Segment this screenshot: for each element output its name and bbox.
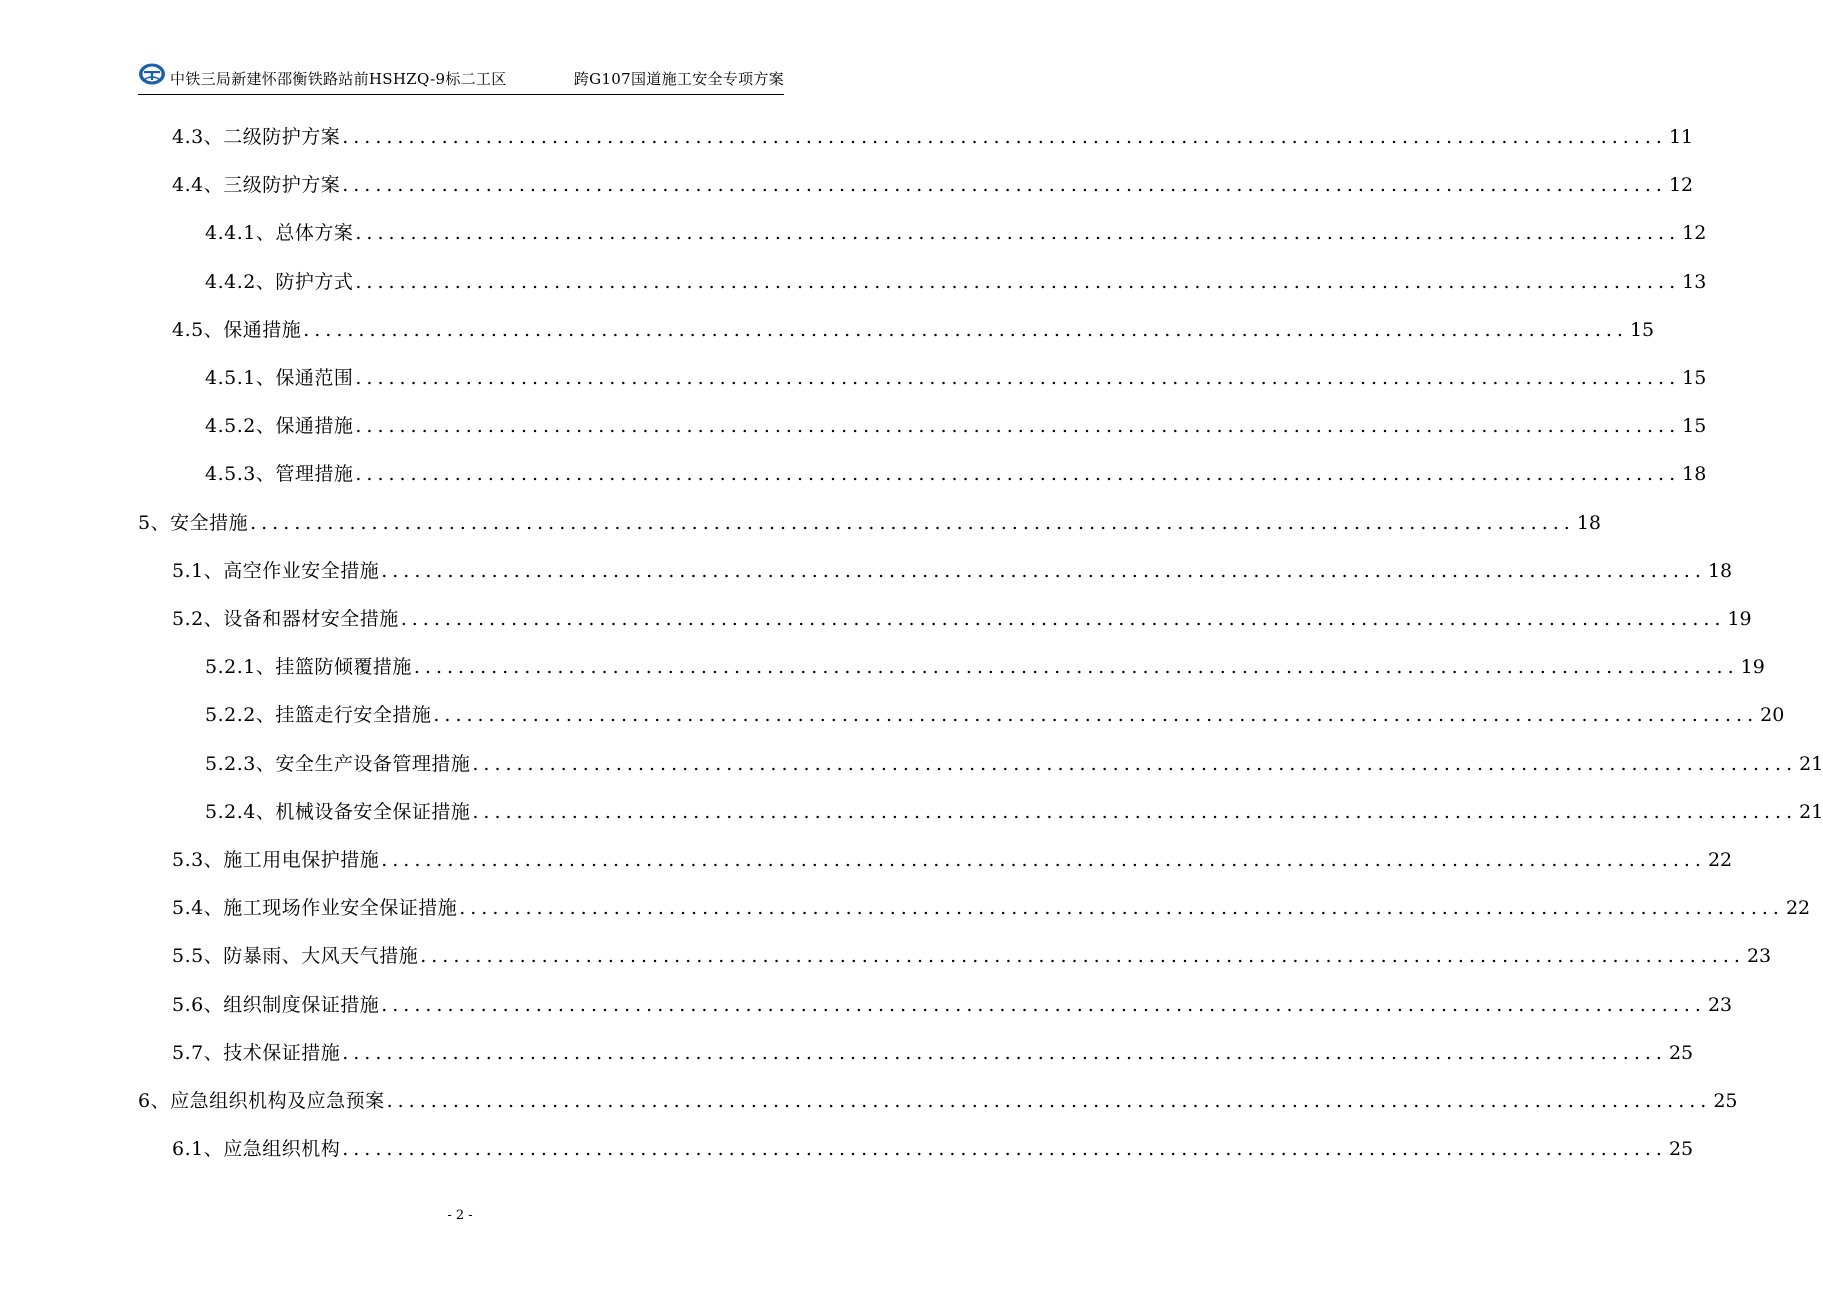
toc-entry-page: 25 [1668,1041,1694,1064]
toc-entry-label: 5.5、防暴雨、大风天气措施 [172,945,419,968]
toc-dot-leader: ........................................................................................................................ [355,415,1681,438]
toc-dot-leader: ........................................................................................................................ [381,993,1706,1016]
header-document-title: 跨G107国道施工安全专项方案 [573,70,784,88]
toc-entry-page: 23 [1746,945,1772,968]
toc-entry-label: 4.4、三级防护方案 [172,174,341,197]
toc-dot-leader: ........................................................................................................................ [303,318,1628,341]
toc-entry-label: 4.5.1、保通范围 [205,367,354,389]
toc-entry[interactable] [205,267,1707,297]
toc-entry[interactable] [205,218,1707,248]
toc-entry-label: 5.4、施工现场作业安全保证措施 [172,897,458,920]
page-header [138,60,784,95]
toc-dot-leader: ........................................................................................................................ [342,1041,1667,1064]
toc-entry-label: 6.1、应急组织机构 [172,1138,341,1161]
toc-dot-leader: ........................................................................................................................ [472,800,1798,823]
toc-entry[interactable] [205,700,1785,730]
toc-entry[interactable] [172,990,1733,1020]
page-number: - 2 - [447,1208,473,1223]
toc-entry-label: 5.2、设备和器材安全措施 [172,608,399,630]
toc-entry-label: 5.2.1、挂篮防倾覆措施 [205,656,412,679]
toc-entry-page: 25 [1713,1090,1738,1112]
toc-entry-label: 5.2.2、挂篮走行安全措施 [205,704,432,727]
toc-dot-leader: ........................................................................................................................ [472,752,1798,775]
toc-entry[interactable] [172,604,1752,634]
toc-entry[interactable] [172,893,1811,923]
toc-dot-leader: ........................................................................................................................ [400,608,1726,630]
toc-entry[interactable] [205,363,1707,393]
toc-dot-leader: ........................................................................................................................ [381,849,1706,871]
toc-dot-leader: ........................................................................................................................ [342,126,1667,148]
toc-entry-label: 5.6、组织制度保证措施 [172,993,380,1016]
toc-entry-page: 15 [1682,367,1707,389]
toc-dot-leader: ........................................................................................................................ [355,367,1681,389]
toc-dot-leader: ........................................................................................................................ [381,559,1706,582]
toc-dot-leader: ........................................................................................................................ [459,897,1784,920]
toc-entry-page: 11 [1668,126,1694,148]
toc-entry-label: 4.5.2、保通措施 [205,415,354,438]
crcc-logo-icon [138,62,166,86]
toc-entry-label: 5.7、技术保证措施 [172,1041,341,1064]
header-project-title: 中铁三局新建怀邵衡铁路站前HSHZQ-9标二工区 [170,70,507,88]
toc-entry-page: 15 [1629,318,1655,341]
toc-entry-label: 4.4.1、总体方案 [205,222,354,245]
toc-entry[interactable] [205,749,1823,779]
toc-entry-page: 18 [1576,511,1602,534]
toc-dot-leader: ........................................................................................................................ [413,656,1739,679]
toc-entry[interactable] [172,122,1694,152]
toc-entry-page: 19 [1740,656,1765,679]
toc-dot-leader: ........................................................................................................................ [342,174,1667,197]
toc-entry-page: 21 [1799,800,1823,823]
toc-dot-leader: ........................................................................................................................ [355,463,1681,486]
toc-entry-label: 5、安全措施 [138,511,249,534]
toc-dot-leader: ........................................................................................................................ [250,511,1575,534]
toc-entry-label: 4.5、保通措施 [172,318,302,341]
toc-entry-page: 22 [1707,849,1733,871]
toc-entry-page: 12 [1668,174,1694,197]
toc-dot-leader: ........................................................................................................................ [433,704,1759,727]
toc-entry-page: 19 [1727,608,1752,630]
toc-dot-leader: ........................................................................................................................ [355,222,1681,245]
toc-entry[interactable] [205,652,1765,682]
toc-entry-label: 4.3、二级防护方案 [172,126,341,148]
toc-dot-leader: ........................................................................................................................ [342,1138,1667,1161]
toc-entry-label: 6、应急组织机构及应急预案 [138,1090,385,1112]
toc-entry-page: 18 [1707,559,1733,582]
toc-entry-label: 5.2.3、安全生产设备管理措施 [205,752,471,775]
toc-entry-label: 5.1、高空作业安全措施 [172,559,380,582]
toc-entry-page: 15 [1682,415,1707,438]
toc-entry-page: 18 [1682,463,1707,486]
toc-entry-page: 22 [1785,897,1811,920]
toc-entry[interactable] [172,941,1772,971]
toc-entry[interactable] [172,1038,1694,1068]
toc-entry[interactable] [205,459,1707,489]
toc-entry[interactable] [138,1086,1738,1116]
toc-entry[interactable] [172,170,1694,200]
toc-dot-leader: ........................................................................................................................ [355,270,1681,293]
toc-entry[interactable] [205,411,1707,441]
toc-entry-page: 13 [1682,270,1707,293]
toc-entry-label: 5.2.4、机械设备安全保证措施 [205,800,471,823]
toc-entry[interactable] [172,1134,1694,1164]
toc-entry-page: 12 [1682,222,1707,245]
toc-entry[interactable] [172,845,1733,875]
toc-entry[interactable] [138,508,1602,538]
toc-entry-page: 20 [1760,704,1785,727]
toc-entry-label: 4.4.2、防护方式 [205,270,354,293]
toc-dot-leader: ........................................................................................................................ [420,945,1745,968]
toc-entry-label: 4.5.3、管理措施 [205,463,354,486]
toc-entry[interactable] [172,315,1655,345]
toc-dot-leader: ........................................................................................................................ [386,1090,1712,1112]
toc-entry-page: 23 [1707,993,1733,1016]
toc-entry-page: 25 [1668,1138,1694,1161]
toc-entry[interactable] [205,797,1823,827]
toc-entry-label: 5.3、施工用电保护措施 [172,849,380,871]
toc-entry-page: 21 [1799,752,1823,775]
toc-entry[interactable] [172,556,1733,586]
